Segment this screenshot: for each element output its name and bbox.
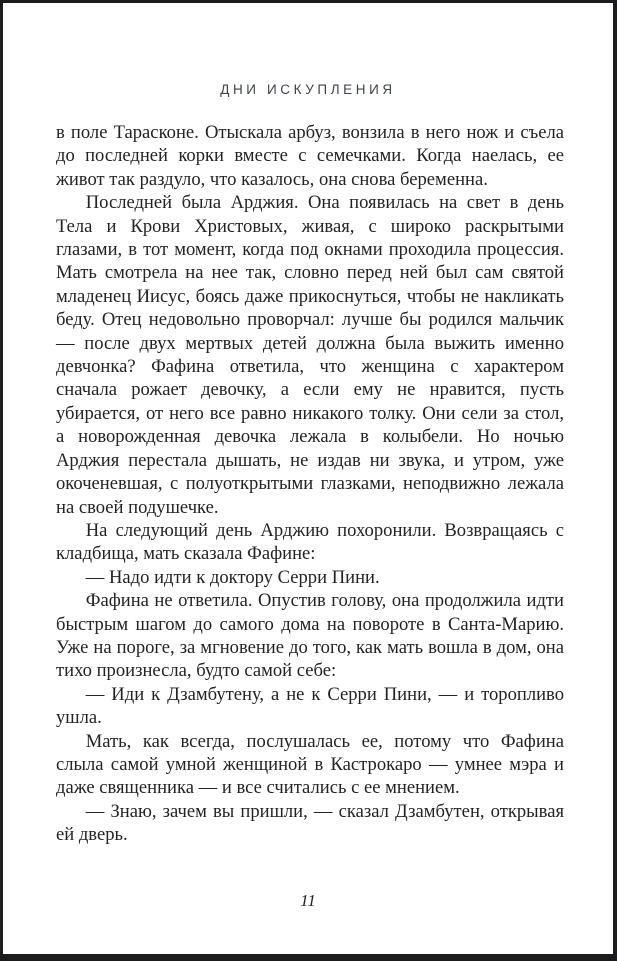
paragraph: — Знаю, зачем вы пришли, — сказал Дзамбутен, открывая ей дверь.	[56, 800, 564, 846]
paragraph: — Надо идти к доктору Серри Пини.	[85, 566, 380, 588]
running-head: ДНИ ИСКУПЛЕНИЯ	[220, 82, 396, 97]
paragraph: Фафина не ответила. Опустив голову, она продолжила идти быстрым шагом до самого дома на повороте в Санта-Марию. Уже на пороге, за мгновение до того, как мать вошла в дом, она тихо произнесла, будто самой себе:	[56, 590, 564, 682]
text-block	[56, 121, 564, 847]
page-number: 11	[300, 891, 316, 910]
paragraph: в поле Тарасконе. Отыскала арбуз, вонзила в него нож и съела до последней корки вместе с семечками. Когда наелась, ее живот так раздуло, что казалось, она снова беременна.	[56, 122, 564, 190]
paragraph: — Иди к Дзамбутену, а не к Серри Пини, — и торопливо ушла.	[56, 683, 564, 729]
paragraph: Мать, как всегда, послушалась ее, потому что Фафина слыла самой умной женщиной в Кастрокаро — умнее мэра и даже священника — и все считались с ее мнением.	[56, 730, 564, 799]
paragraph: Последней была Арджия. Она появилась на свет в день Тела и Крови Христовых, живая, с широко раскрытыми глазами, в тот момент, когда под окнами проходила процессия. Мать смотрела на нее так, словно перед ней был сам святой младенец Иисус, боясь даже прикоснуться, чтобы не накликать беду. Отец недовольно проворчал: лучше бы родился мальчик — после двух мертвых детей должна была выжить именно девчонка? Фафина ответила, что женщина с характером сначала рожает девочку, а если ему не нравится, пусть убирается, от него все равно никакого толку. Они сели за стол, а новорожденная девочка лежала в колыбели. Но ночью Арджия перестала дышать, не издав ни звука, и утром, уже окоченевшая, с полуоткрытыми глазками, неподвижно лежала на своей подушечке.	[56, 192, 564, 518]
paragraph: На следующий день Арджию похоронили. Возвращаясь с кладбища, мать сказала Фафине:	[56, 519, 564, 565]
